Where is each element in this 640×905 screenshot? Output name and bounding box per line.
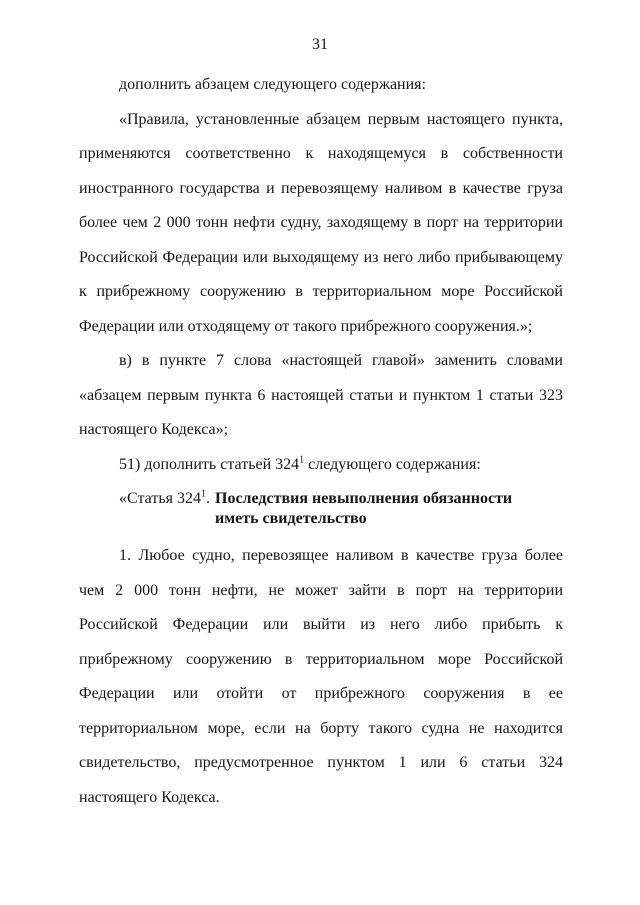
article-title: Последствия невыполнения обязанности иметь свидетельство — [215, 490, 513, 527]
paragraph-article-point-1: 1. Любое судно, перевозящее наливом в качестве груза более чем 2 000 тонн нефти, не может зайти в порт на территории Российской Федерации или выйти из него либо прибыть к прибрежному сооружению в территориальном море Российской Федерации или отойти от прибрежного сооружения в ее территориальном море, если на борту такого судна не находится свидетельство, предусмотренное пунктом 1 или 6 статьи 324 настоящего Кодекса. — [79, 547, 563, 806]
article-label-dot: . — [205, 490, 210, 507]
paragraph-amendment-v: в) в пункте 7 слова «настоящей главой» заменить словами «абзацем первым пункта 6 настоящей статьи и пунктом 1 статьи 323 настоящего Кодекса»; — [79, 352, 563, 438]
item-51-text: 51) дополнить статьей 324 — [119, 455, 300, 473]
paragraph-item-51 — [79, 448, 563, 483]
item-51-text-end: следующего содержания: — [304, 455, 481, 473]
paragraph-quoted-rules: «Правила, установленные абзацем первым настоящего пункта, применяются соответственно к находящемуся в собственности иностранного государства и перевозящему наливом в качестве груза более чем 2 000 тонн нефти судну, заходящему в порт на территории Российской Федерации или выходящему из него либо прибывающему к прибрежному сооружению в территориальном море Российской Федерации или отходящему от такого прибрежного сооружения.»; — [79, 110, 563, 335]
page-number: 31 — [312, 36, 328, 53]
article-heading — [79, 482, 563, 539]
paragraph-intro: дополнить абзацем следующего содержания: — [119, 76, 426, 93]
article-label-superscript: 1 — [200, 488, 206, 500]
article-label-text: «Статья 324 — [119, 490, 201, 507]
item-51-superscript: 1 — [299, 454, 305, 466]
article-label — [119, 489, 215, 509]
document-body — [79, 68, 563, 815]
